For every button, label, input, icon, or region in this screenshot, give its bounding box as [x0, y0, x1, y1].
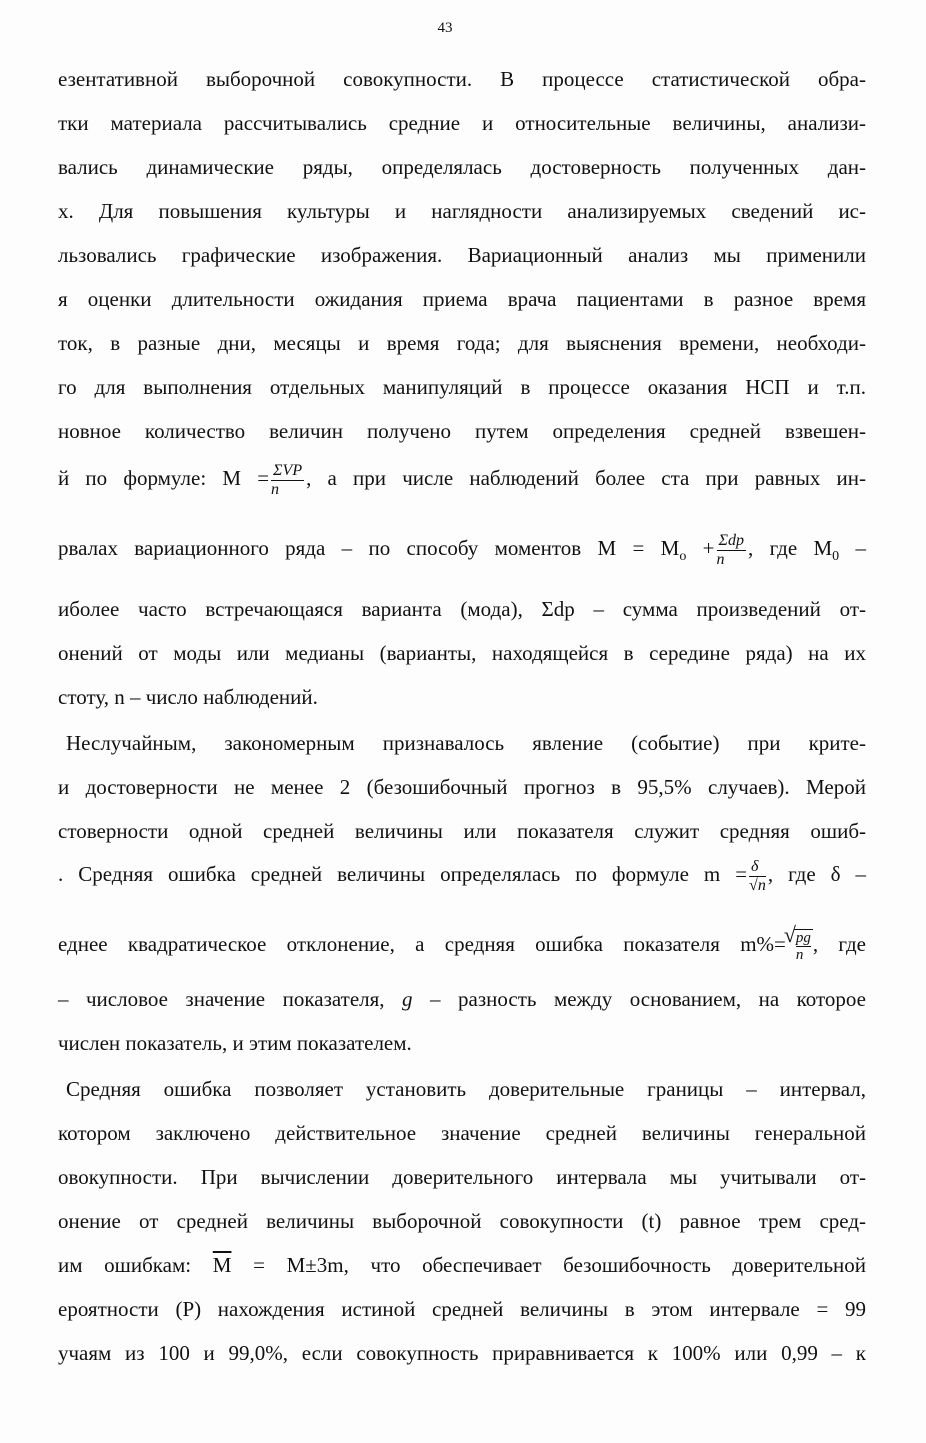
text-line-9: новное количество величин получено путем определения средней взвешен- [58, 419, 866, 443]
subscript-o: o [679, 549, 687, 565]
variable-g: g [402, 987, 413, 1011]
text-line-12: иболее часто встречающаяся варианта (мода), Σdp – сумма произведений от- [58, 597, 866, 621]
text-after: = M±3m, что обеспечивает безошибочность доверительной [231, 1253, 866, 1277]
formula-line-mean-error [58, 852, 866, 896]
formula-line-percent-error [58, 922, 866, 966]
fraction-sum-vp [271, 462, 304, 499]
text-before: им ошибкам: [58, 1253, 213, 1277]
text-line-14: стоту, n – число наблюдений. [58, 685, 318, 709]
text-line-28: учаям из 100 и 99,0%, если совокупность приравнивается к 100% или 0,99 – к [58, 1341, 866, 1365]
text-line-15: Неслучайным, закономерным признавалось явление (событие) при крите- [66, 731, 866, 755]
sqrt-numerator: √ pg [795, 930, 811, 947]
text-line-24: овокупности. При вычислении доверительного интервала мы учитывали от- [58, 1165, 866, 1189]
text-line-2: тки материала рассчитывались средние и относительные величины, анализи- [58, 111, 866, 135]
text-line-27: ероятности (P) нахождения истиной средней величины в этом интервале = 99 [58, 1297, 866, 1321]
text-line-17: стоверности одной средней величины или показателя служит средняя ошиб- [58, 819, 866, 843]
plus-sign: + [686, 536, 715, 560]
fraction-delta-sqrt-n [749, 858, 766, 895]
formula-line-weighted-mean [58, 456, 866, 500]
text-line-5: льзовались графические изображения. Вариационный анализ мы применили [58, 243, 866, 267]
text-before: – числовое значение показателя, [58, 987, 403, 1011]
fraction-numerator: δ [749, 858, 766, 877]
text-line-7: ток, в разные дни, месяцы и время года; для выяснения времени, необходи- [58, 331, 866, 355]
text-line-6: я оценки длительности ожидания приема врача пациентами в разное время [58, 287, 866, 311]
formula-text-before: й по формуле: M = [58, 466, 270, 490]
text-line-21: числен показатель, и этим показателем. [58, 1031, 412, 1055]
text-line-4: х. Для повышения культуры и наглядности анализируемых сведений ис- [58, 199, 866, 223]
m-bar: $\overline{M}$ [212, 1253, 232, 1277]
fraction-sum-dp [717, 532, 747, 569]
text-line-13: онений от моды или медианы (варианты, находящейся в середине ряда) на их [58, 641, 866, 665]
text-line-1: езентативной выборочной совокупности. В процессе статистической обра- [58, 67, 866, 91]
formula-text-after: , где δ – [767, 862, 867, 886]
text-line-23: котором заключено действительное значение средней величины генеральной [58, 1121, 866, 1145]
text-line-16: и достоверности не менее 2 (безошибочный прогноз в 95,5% случаев). Мерой [58, 775, 866, 799]
formula-text-before: . Средняя ошибка средней величины определялась по формуле m = [58, 862, 748, 886]
text-line-26 [58, 1252, 866, 1278]
subscript-0: 0 [832, 549, 840, 565]
text-line-20 [58, 986, 866, 1012]
fraction-denominator: n [716, 550, 725, 568]
fraction-numerator: ΣVP [273, 461, 303, 479]
formula-line-moments [58, 526, 866, 570]
formula-text-end: – [839, 536, 866, 560]
formula-text-after: , где [812, 932, 867, 956]
sqrt-denominator: n [795, 947, 804, 964]
text-line-3: вались динамические ряды, определялась достоверность полученных дан- [58, 155, 866, 179]
formula-text-after: , а при числе наблюдений более ста при равных ин- [306, 466, 866, 490]
text-line-25: онение от средней величины выборочной совокупности (t) равное трем сред- [58, 1209, 866, 1233]
fraction-numerator: Σdp [718, 531, 745, 549]
fraction-denominator: n [271, 480, 280, 498]
page-number: 43 [437, 20, 453, 36]
fraction-denominator: √n [749, 876, 766, 894]
text-after: – разность между основанием, на которое [412, 987, 866, 1011]
formula-text-before: еднее квадратическое отклонение, а средняя ошибка показателя m%= [58, 932, 786, 956]
formula-text-after: , где M [748, 536, 833, 560]
square-root-pg-n [794, 929, 813, 963]
text-line-8: го для выполнения отдельных манипуляций в процессе оказания НСП и т.п. [58, 375, 866, 399]
text-line-22: Средняя ошибка позволяет установить доверительные границы – интервал, [66, 1077, 866, 1101]
formula-text-before: рвалах вариационного ряда – по способу моментов M = M [58, 536, 680, 560]
